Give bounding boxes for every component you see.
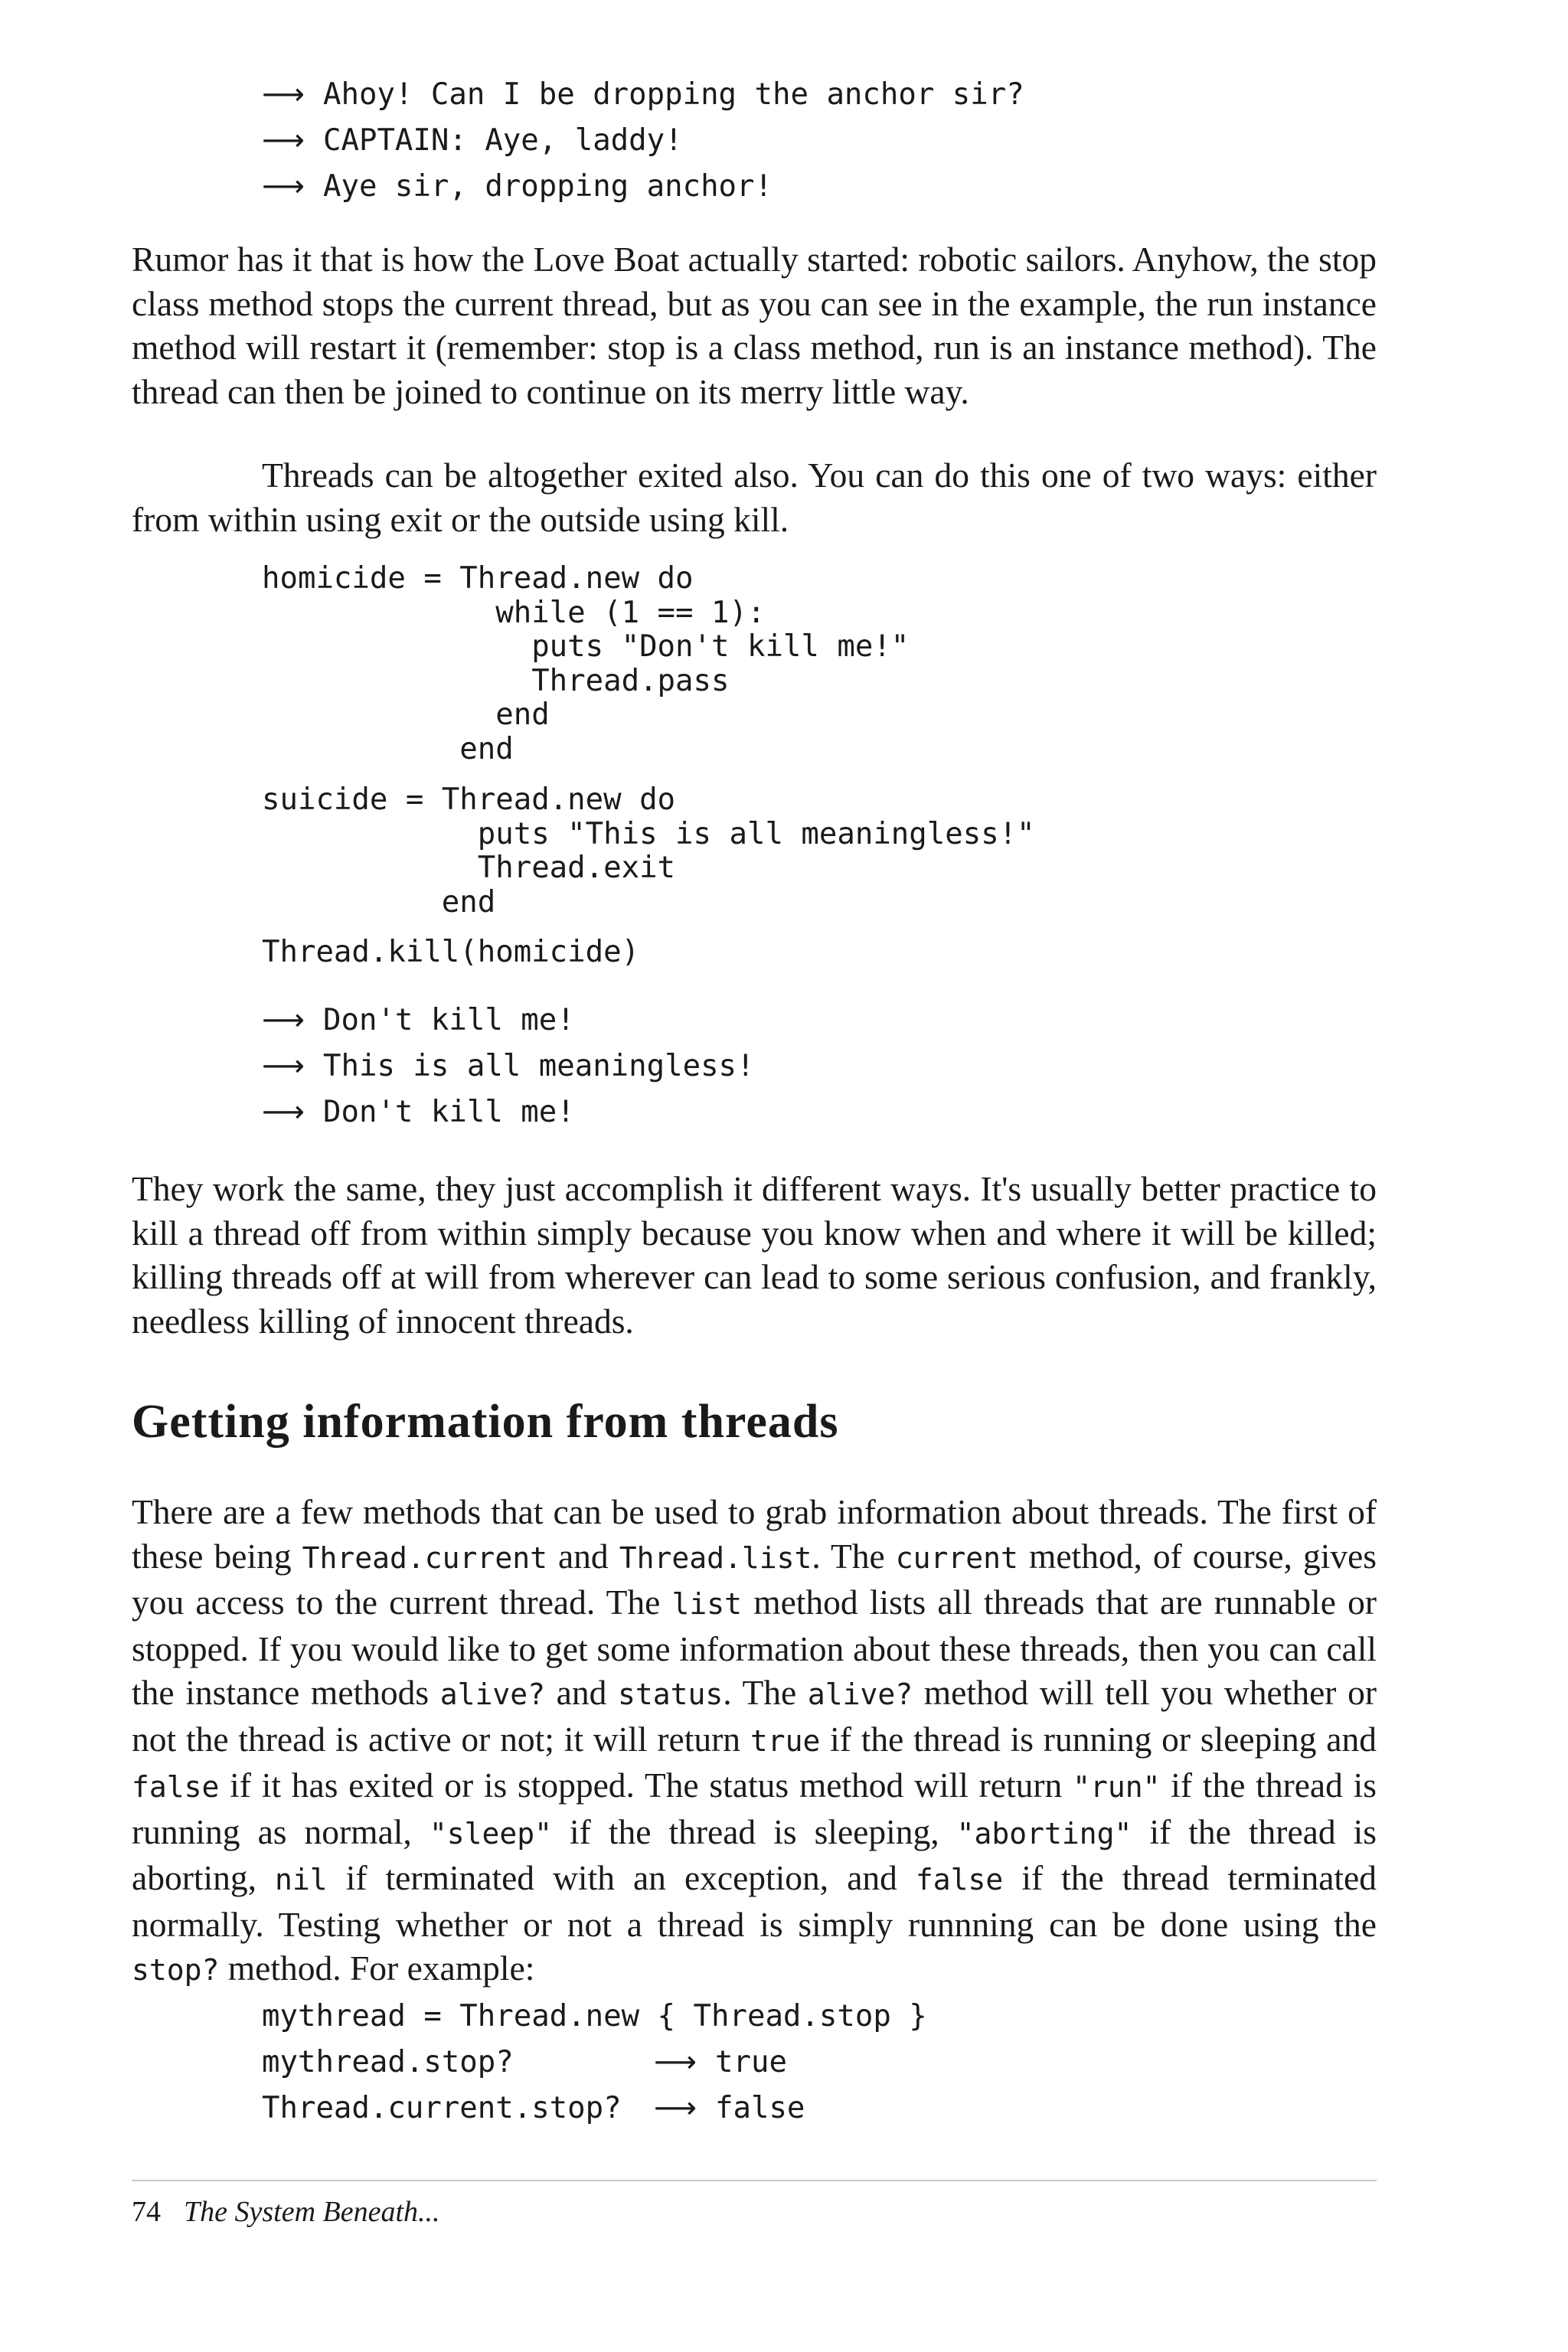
example-line bbox=[262, 1999, 927, 2034]
paragraph-threads-exited bbox=[132, 453, 1377, 541]
arrow-icon: ⟶ bbox=[262, 169, 305, 204]
arrow-icon: ⟶ bbox=[262, 1095, 305, 1129]
output-text: Don't kill me! bbox=[323, 1095, 575, 1129]
page-footer bbox=[132, 2197, 440, 2226]
paragraph-kill-practice: They work the same, they just accomplish it different ways. It's usually better practice to kill a thread off from within simply because you know when and where it will be killed; killing threads off at will from wherever can lead to some serious confusion, and frankly, needless killing of innocent threads. bbox=[132, 1169, 1377, 1341]
example-line bbox=[262, 2047, 787, 2077]
output-text: Aye sir, dropping anchor! bbox=[323, 169, 773, 204]
arrow-icon: ⟶ bbox=[262, 123, 305, 158]
inline-code: stop? bbox=[132, 1953, 220, 1987]
inline-code: current bbox=[895, 1540, 1018, 1575]
inline-code: list bbox=[671, 1587, 743, 1621]
inline-code: Thread.list bbox=[619, 1540, 812, 1575]
arrow-icon: ⟶ bbox=[262, 77, 305, 112]
output-line bbox=[262, 1097, 575, 1127]
example-line bbox=[262, 2093, 805, 2123]
arrow-icon: ⟶ bbox=[262, 1049, 305, 1083]
arrow-icon: ⟶ bbox=[654, 2091, 697, 2125]
inline-code: Thread.current bbox=[302, 1540, 547, 1575]
footer-rule bbox=[132, 2180, 1377, 2181]
paragraph-text: Threads can be altogether exited also. You can do this one of two ways: either from within using exit or the outside using kill. bbox=[132, 456, 1377, 539]
arrow-icon: ⟶ bbox=[654, 2045, 697, 2079]
inline-code: alive? bbox=[807, 1677, 913, 1711]
paragraph-thread-info: There are a few methods that can be used to grab information about threads. The first of these being Thread.current and Thread.list. The current method, of course, gives you access to the current thread. The list method lists all threads that are runnable or stopped. If you would like to get some information about these threads, then you can call the instance methods alive? and status. The alive? method will tell you whether or not the thread is active or not; it will return true if the thread is running or sleeping and false if it has exited or is stopped. The status method will return "run" if the thread is running as normal, "sleep" if the thread is sleeping, "aborting" if the thread is aborting, nil if terminated with an exception, and false if the thread terminated normally. Testing whether or not a thread is simply runnning can be done using the stop? method. For example: bbox=[132, 1492, 1377, 1988]
inline-code: "run" bbox=[1073, 1770, 1161, 1804]
section-heading: Getting information from threads bbox=[132, 1396, 839, 1448]
output-line bbox=[262, 169, 773, 204]
code-suicide: suicide = Thread.new do puts "This is all meaningless!" Thread.exit end bbox=[262, 782, 1035, 920]
inline-code: nil bbox=[275, 1863, 328, 1896]
example-code: mythread = Thread.new { Thread.stop } bbox=[262, 1999, 927, 2034]
book-title: The System Beneath... bbox=[184, 2196, 440, 2228]
code-kill: Thread.kill(homicide) bbox=[262, 935, 640, 969]
inline-code: status bbox=[618, 1677, 724, 1711]
page-number: 74 bbox=[132, 2196, 161, 2228]
example-result: true bbox=[715, 2045, 787, 2079]
inline-code: true bbox=[750, 1723, 821, 1758]
arrow-icon: ⟶ bbox=[262, 1003, 305, 1037]
output-text: Ahoy! Can I be dropping the anchor sir? bbox=[323, 77, 1024, 112]
code-homicide: homicide = Thread.new do while (1 == 1): puts "Don't kill me!" Thread.pass end end bbox=[262, 561, 910, 766]
output-line bbox=[262, 77, 1024, 112]
inline-code: false bbox=[132, 1770, 220, 1804]
output-line bbox=[262, 123, 683, 158]
output-text: Don't kill me! bbox=[323, 1003, 575, 1037]
inline-code: "sleep" bbox=[429, 1816, 552, 1851]
output-text: This is all meaningless! bbox=[323, 1049, 755, 1083]
example-result: false bbox=[715, 2091, 805, 2125]
example-code: mythread.stop? bbox=[262, 2045, 514, 2079]
output-line bbox=[262, 1051, 755, 1081]
example-code: Thread.current.stop? bbox=[262, 2091, 622, 2125]
output-line bbox=[262, 1005, 575, 1035]
inline-code: alive? bbox=[439, 1677, 546, 1711]
inline-code: false bbox=[915, 1863, 1004, 1896]
output-text: CAPTAIN: Aye, laddy! bbox=[323, 123, 683, 158]
paragraph-love-boat: Rumor has it that is how the Love Boat actually started: robotic sailors. Anyhow, the stop class method stops the current thread, but as you can see in the example, the run instance method will restart it (remember: stop is a class method, run is an instance method). The thread can then be joined to continue on its merry little way. bbox=[132, 240, 1377, 411]
inline-code: "aborting" bbox=[956, 1816, 1132, 1851]
